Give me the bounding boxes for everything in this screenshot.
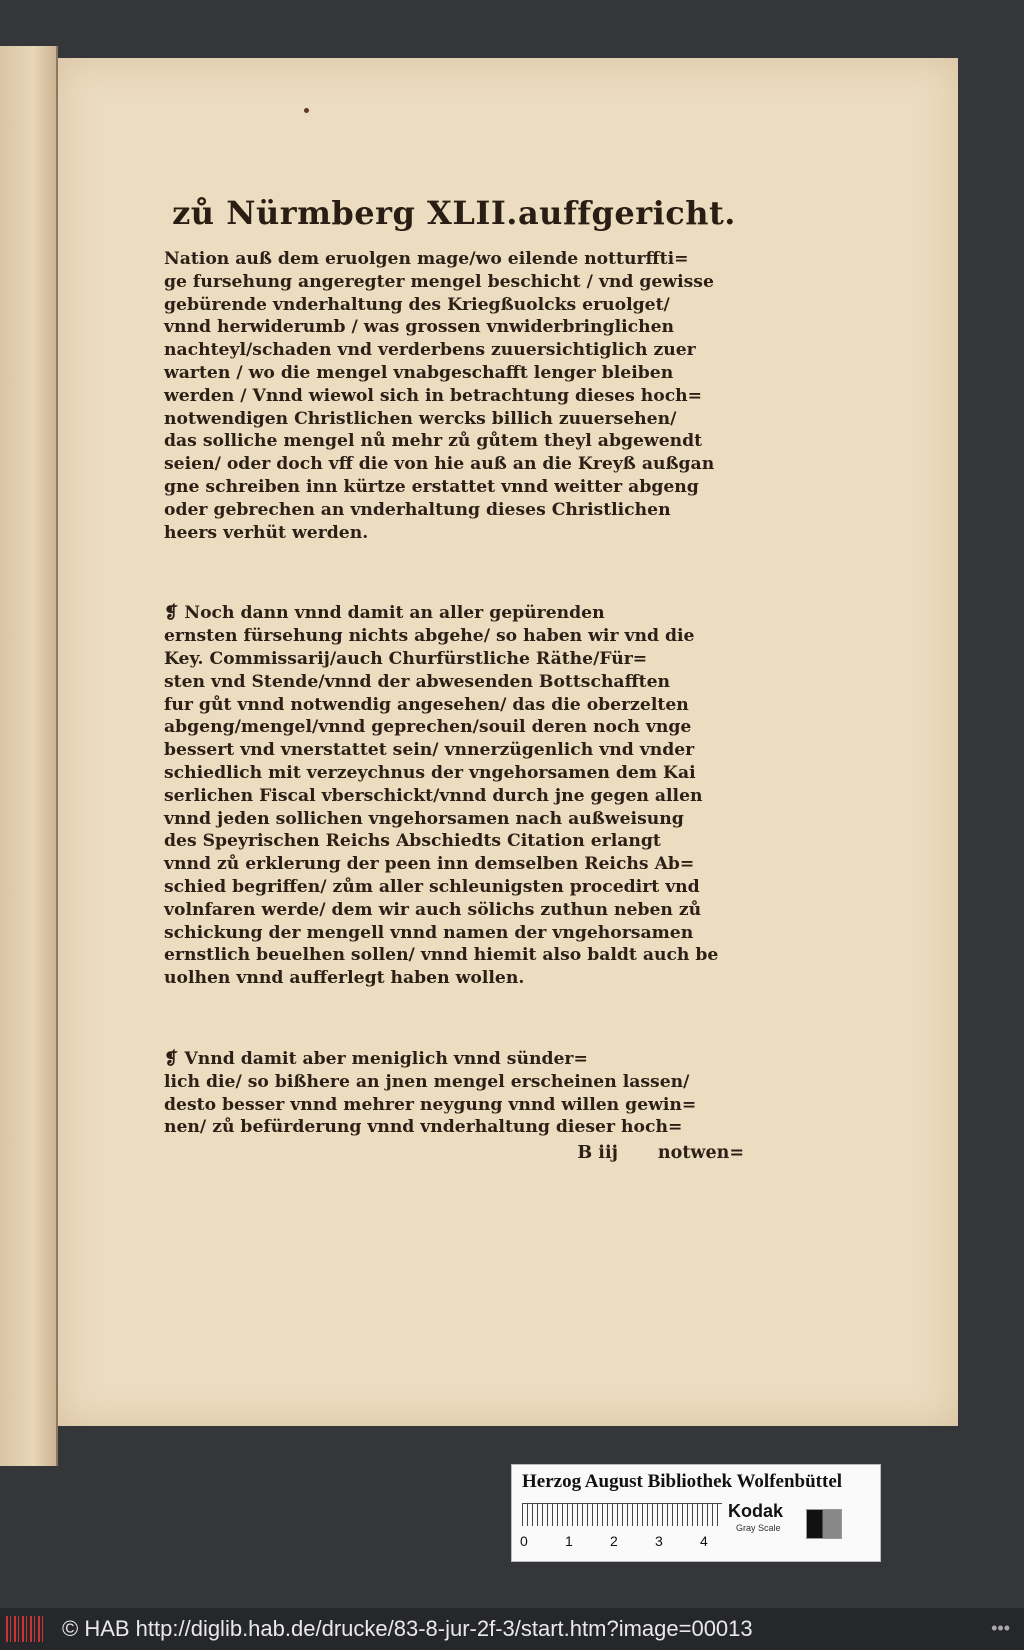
signature-mark: B iij — [577, 1143, 618, 1164]
text-line: nen/ zů befürderung vnnd vnderhaltung dieser hoch= — [164, 1117, 683, 1138]
text-line: warten / wo die mengel vnabgeschafft lenger bleiben — [164, 362, 674, 383]
hab-logo-icon — [6, 1616, 46, 1642]
text-line: Nation auß dem eruolgen mage/wo eilende notturffti= — [164, 249, 689, 269]
text-line: ernstlich beuelhen sollen/ vnnd hiemit also baldt auch be — [164, 945, 719, 966]
text-line: heers verhüt werden. — [164, 522, 369, 543]
card-title: Herzog August Bibliothek Wolfenbüttel — [522, 1471, 843, 1492]
text-line: ❡ Noch dann vnnd damit an aller gepürenden — [164, 603, 605, 624]
copyright-url[interactable]: © HAB http://diglib.hab.de/drucke/83-8-jur-2f-3/start.htm?image=00013 — [62, 1616, 753, 1641]
paragraph-1 — [164, 248, 744, 544]
text-line: gebürende vnderhaltung des Kriegßuolcks eruolget/ — [164, 294, 670, 315]
text-line: volnfaren werde/ dem wir auch sölichs zuthun neben zů — [164, 899, 702, 920]
gray-scale-label: Gray Scale — [736, 1523, 781, 1533]
text-line: das solliche mengel nů mehr zů gůtem theyl abgewendt — [164, 431, 703, 452]
text-line: oder gebrechen an vnderhaltung dieses Christlichen — [164, 499, 671, 520]
text-line: desto besser vnnd mehrer neygung vnnd willen gewin= — [164, 1094, 697, 1115]
text-line: nachteyl/schaden vnd verderbens zuuersichtiglich zuer — [164, 340, 696, 361]
text-line: bessert vnd vnerstattet sein/ vnnerzügenlich vnd vnder — [164, 740, 695, 761]
scale-number: 1 — [565, 1533, 573, 1549]
text-line: lich die/ so bißhere an jnen mengel erscheinen lassen/ — [164, 1071, 690, 1092]
text-line: notwendigen Christlichen wercks billich zuuersehen/ — [164, 408, 677, 429]
scale-ruler — [522, 1503, 722, 1526]
text-line: Key. Commissarij/auch Churfürstliche Räthe/Für= — [164, 648, 648, 669]
text-line: vnnd jeden sollichen vngehorsamen nach außweisung — [164, 808, 684, 829]
ink-speck — [304, 108, 309, 113]
text-line: seien/ oder doch vff die von hie auß an die Kreyß außgan — [164, 454, 715, 475]
scale-number: 2 — [610, 1533, 618, 1549]
scale-number: 4 — [700, 1533, 708, 1549]
text-line: schied begriffen/ zům aller schleunigsten procedirt vnd — [164, 876, 700, 897]
text-line: gne schreiben inn kürtze erstattet vnnd weitter abgeng — [164, 476, 699, 497]
text-line: ge fursehung angeregter mengel beschicht / vnd gewisse — [164, 271, 714, 292]
text-line: vnnd zů erklerung der peen inn demselben Reichs Ab= — [164, 854, 695, 875]
text-line: des Speyrischen Reichs Abschiedts Citation erlangt — [164, 831, 661, 852]
page-text-block — [164, 194, 744, 1163]
previous-page-edge — [0, 46, 58, 1466]
text-line: uolhen vnnd aufferlegt haben wollen. — [164, 968, 525, 989]
paragraph-3 — [164, 1048, 744, 1139]
scale-number: 0 — [520, 1533, 528, 1549]
running-head: zů Nürmberg XLII.auffgericht. — [172, 194, 736, 232]
viewer-footer — [0, 1608, 1024, 1650]
text-line: ernsten fürsehung nichts abgehe/ so haben wir vnd die — [164, 626, 695, 647]
page-footer-line — [164, 1143, 744, 1163]
color-calibration-card — [511, 1464, 881, 1562]
text-line: werden / Vnnd wiewol sich in betrachtung dieses hoch= — [164, 385, 703, 406]
text-line: fur gůt vnnd notwendig angesehen/ das die oberzelten — [164, 694, 689, 715]
book-page — [58, 58, 958, 1426]
kodak-logo: Kodak — [728, 1501, 784, 1521]
text-line: abgeng/mengel/vnnd geprechen/souil deren noch vnge — [164, 717, 692, 738]
text-line: serlichen Fiscal vberschickt/vnnd durch jne gegen allen — [164, 785, 703, 806]
text-line: schiedlich mit verzeychnus der vngehorsamen dem Kai — [164, 762, 696, 783]
text-line: vnnd herwiderumb / was grossen vnwiderbringlichen — [164, 317, 675, 338]
text-line: schickung der mengell vnnd namen der vngehorsamen — [164, 922, 694, 943]
text-line: ❡ Vnnd damit aber meniglich vnnd sünder= — [164, 1048, 588, 1069]
paragraph-2 — [164, 602, 744, 990]
more-menu-icon[interactable]: ••• — [991, 1618, 1010, 1638]
catchword: notwen= — [657, 1143, 744, 1164]
text-line: sten vnd Stende/vnnd der abwesenden Bottschafften — [164, 671, 671, 692]
scale-number: 3 — [655, 1533, 663, 1549]
gray-patch — [806, 1509, 842, 1539]
